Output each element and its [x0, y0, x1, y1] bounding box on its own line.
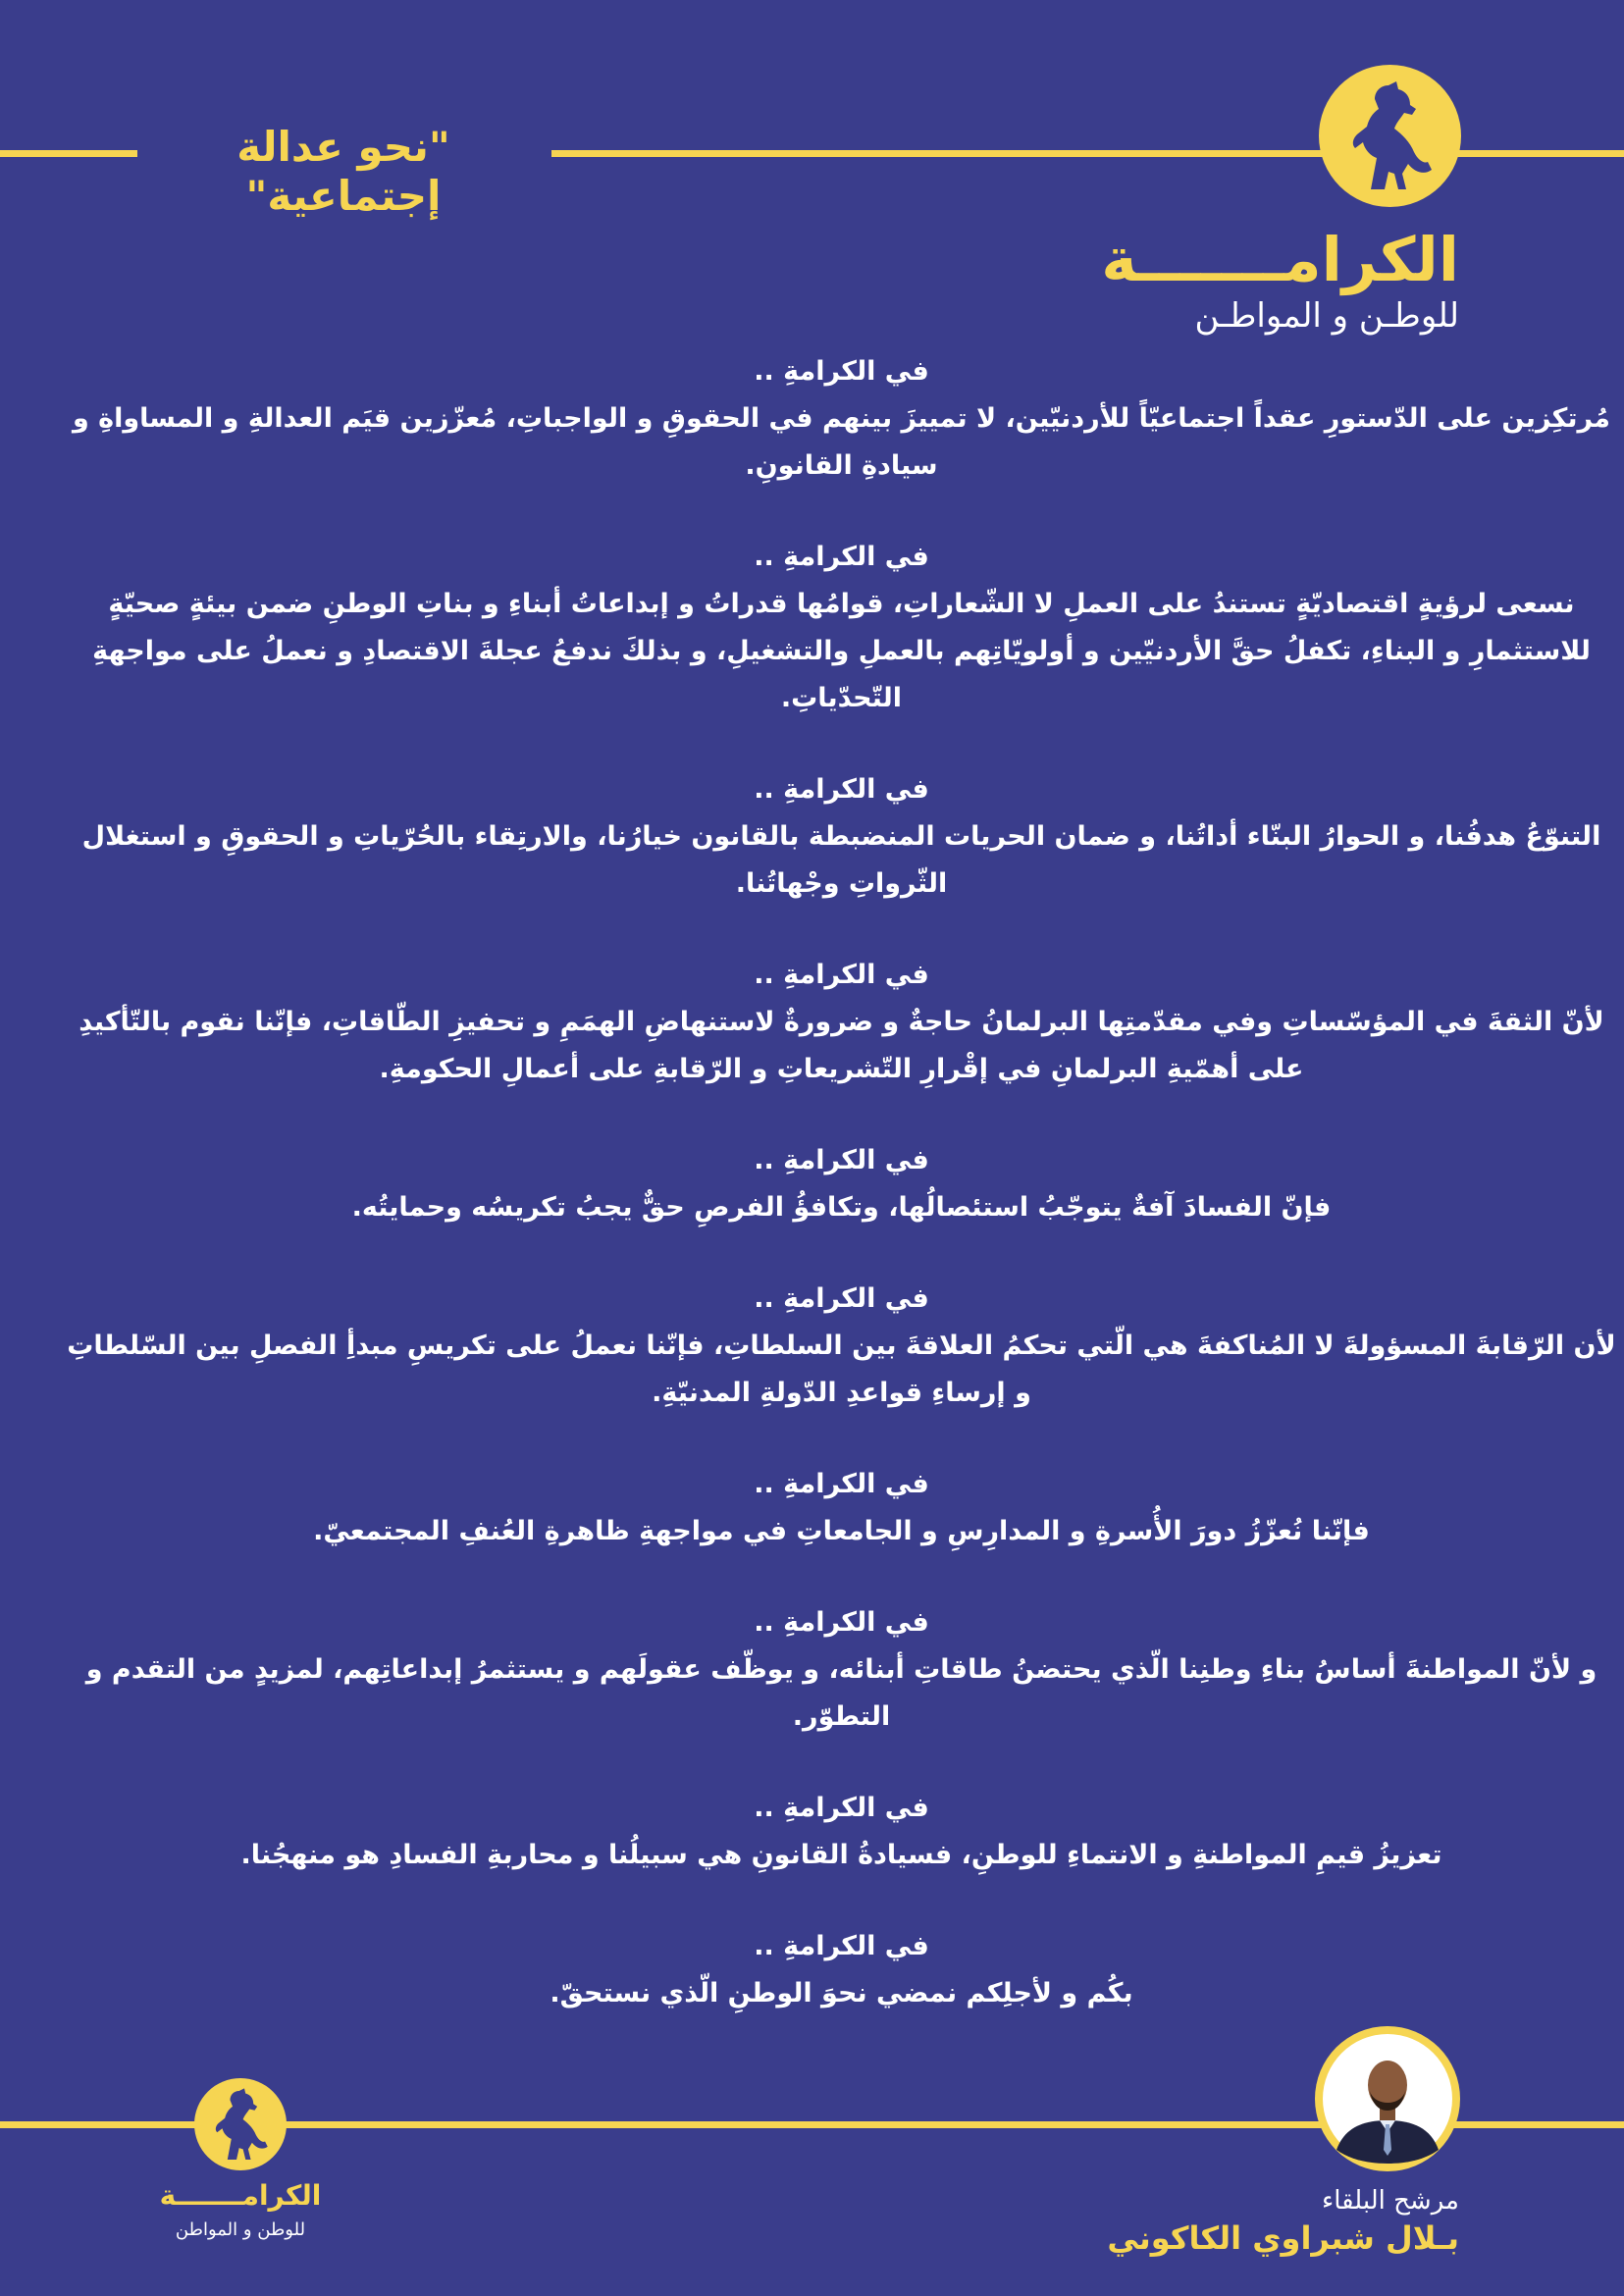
section-body: تعزيزُ قيمِ المواطنةِ و الانتماءِ للوطنِ، فسيادةُ القانونِ هي سبيلُنا و محاربةِ الفسادِ هو منهجُنا. — [240, 1840, 1442, 1870]
candidate-role: مرشح البلقاء — [1321, 2186, 1459, 2216]
candidate-avatar — [1315, 2026, 1460, 2171]
section-heading: في الكرامةِ .. — [754, 542, 929, 572]
slogan: "نحو عدالة إجتماعية" — [236, 123, 450, 220]
section-body: فإنّ الفسادَ آفةٌ يتوجّبُ استئصالُها، وتكافؤُ الفرصِ حقٌّ يجبُ تكريسُه وحمايتُه. — [351, 1192, 1332, 1223]
section — [59, 766, 1624, 908]
section — [59, 1461, 1624, 1555]
footer-brand-title: الكرامـــــــة — [159, 2179, 322, 2212]
section-body: بكُم و لأجلِكم نمضي نحوَ الوطنِ الّذي نستحقّ. — [550, 1978, 1133, 2009]
section-body: لأن الرّقابةَ المسؤولةَ لا المُناكفةَ هي الّتي تحكمُ العلاقةَ بين السلطاتِ، فإنّنا نعملُ على تكريسِ مبدأِ الفصلِ بين السّلطاتِ و إرساءِ قواعدِ الدّولةِ المدنيّةِ. — [67, 1331, 1616, 1408]
section — [59, 1599, 1624, 1741]
section-body: التنوّعُ هدفُنا، و الحوارُ البنّاء أداتُنا، و ضمان الحريات المنضبطة بالقانون خيارُنا، والارتِقاء بالحُرّياتِ و الحقوقِ و استغلال الثّرواتِ وجْهاتُنا. — [81, 821, 1601, 899]
section-heading: في الكرامةِ .. — [754, 1469, 929, 1499]
candidate-portrait-icon — [1323, 2034, 1452, 2164]
header-line-left — [0, 150, 137, 157]
section-heading: في الكرامةِ .. — [754, 1793, 929, 1823]
section — [59, 1137, 1624, 1231]
section-body: فإنّنا نُعزّزُ دورَ الأُسرةِ و المدارِسِ و الجامعاتِ في مواجهةِ ظاهرةِ العُنفِ المجتمعيّ. — [313, 1516, 1370, 1546]
footer-logo — [194, 2078, 287, 2170]
section — [59, 348, 1624, 490]
section-heading: في الكرامةِ .. — [754, 774, 929, 805]
header-line-right — [551, 150, 1624, 157]
section-heading: في الكرامةِ .. — [754, 1931, 929, 1961]
section-heading: في الكرامةِ .. — [754, 356, 929, 387]
section — [59, 1276, 1624, 1417]
section-body: لأنّ الثقةَ في المؤسّساتِ وفي مقدّمتِها البرلمانُ حاجةٌ و ضرورةٌ لاستنهاضِ الهمَمِ و تحفيزِ الطّاقاتِ، فإنّنا نقوم بالتّأكيدِ على أهمّيةِ البرلمانِ في إقْرارِ التّشريعاتِ و الرّقابةِ على أعمالِ الحكومةِ. — [79, 1007, 1604, 1084]
rearing-horse-icon — [208, 2087, 273, 2162]
section-heading: في الكرامةِ .. — [754, 1283, 929, 1314]
header-logo — [1319, 65, 1461, 207]
section — [59, 1923, 1624, 2017]
brand-title: الكرامـــــــة — [1101, 224, 1459, 295]
section-body: نسعى لرؤيةٍ اقتصاديّةٍ تستندُ على العملِ لا الشّعاراتِ، قوامُها قدراتُ و إبداعاتُ أبناءِ و بناتِ الوطنِ ضمن بيئةٍ صحيّةٍ للاستثمارِ و البناءِ، تكفلُ حقَّ الأردنيّين و أولويّاتِهم بالعملِ والتشغيلِ، و بذلكَ ندفعُ عجلةَ الاقتصادِ و نعملُ على مواجهةِ التّحدّياتِ. — [92, 589, 1591, 713]
section-heading: في الكرامةِ .. — [754, 960, 929, 990]
section-body: مُرتكِزين على الدّستورِ عقداً اجتماعيّاً للأردنيّين، لا تمييزَ بينهم في الحقوقِ و الواجباتِ، مُعزّزين قيَم العدالةِ و المساواةِ و سيادةِ القانونِ. — [72, 403, 1610, 481]
section-body: و لأنّ المواطنةَ أساسُ بناءِ وطنِنا الّذي يحتضنُ طاقاتِ أبنائه، و يوظّف عقولَهم و يستثمرُ إبداعاتِهم، لمزيدٍ من التقدم و التطوّر. — [85, 1654, 1598, 1732]
manifesto-content — [59, 348, 1624, 2061]
brand-subtitle: للوطـن و المواطـن — [1194, 296, 1459, 336]
section — [59, 1785, 1624, 1879]
candidate-name: بـلال شبراوي الكاكوني — [1107, 2219, 1459, 2257]
section — [59, 534, 1624, 722]
rearing-horse-icon — [1341, 79, 1440, 192]
section-heading: في الكرامةِ .. — [754, 1607, 929, 1638]
footer-brand-subtitle: للوطن و المواطن — [175, 2219, 306, 2240]
section-heading: في الكرامةِ .. — [754, 1145, 929, 1175]
section — [59, 952, 1624, 1093]
